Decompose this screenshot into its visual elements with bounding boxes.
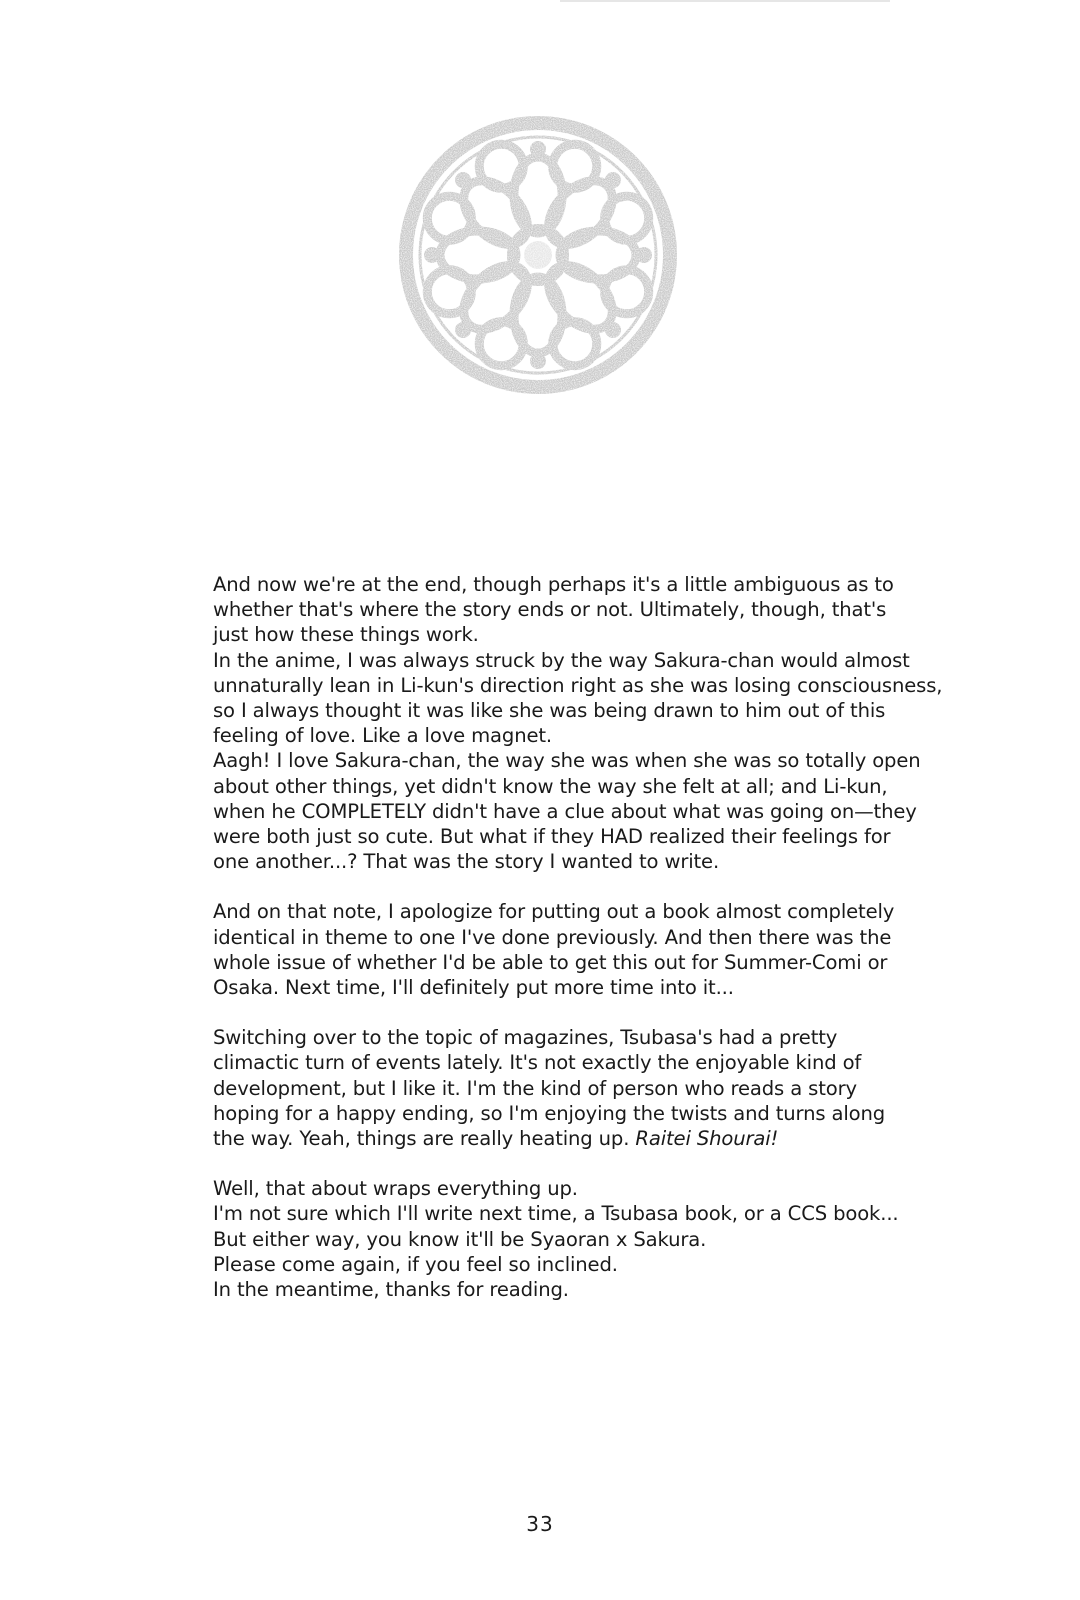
text-line: In the meantime, thanks for reading.: [213, 1278, 569, 1302]
text-line: I'm not sure which I'll write next time, a Tsubasa book, or a CCS book...: [213, 1202, 899, 1226]
afterword-text: [213, 572, 948, 1302]
text-line: feeling of love. Like a love magnet.: [213, 724, 552, 748]
text-line: Switching over to the topic of magazines, Tsubasa's had a pretty: [213, 1026, 838, 1050]
text-line: whether that's where the story ends or not. Ultimately, though, that's: [213, 598, 887, 622]
text-line: Well, that about wraps everything up.: [213, 1177, 578, 1201]
text-line-prefix: the way. Yeah, things are really heating up.: [213, 1127, 636, 1151]
page-number: 33: [526, 1512, 554, 1536]
text-line: In the anime, I was always struck by the way Sakura-chan would almost: [213, 648, 910, 672]
paragraph: [213, 899, 948, 1000]
text-line: identical in theme to one I've done previously. And then there was the: [213, 925, 892, 949]
text-line: But either way, you know it'll be Syaoran x Sakura.: [213, 1227, 707, 1251]
text-line: And now we're at the end, though perhaps it's a little ambiguous as to: [213, 573, 894, 596]
text-line: Aagh! I love Sakura-chan, the way she was when she was so totally open: [213, 749, 921, 773]
emphasized-phrase: Raitei Shourai!: [635, 1127, 779, 1151]
text-line: one another...? That was the story I wanted to write.: [213, 850, 720, 874]
text-line: And on that note, I apologize for putting out a book almost completely: [213, 900, 895, 924]
text-line: whole issue of whether I'd be able to get this out for Summer-Comi or: [213, 950, 888, 974]
flower-medallion-icon: [398, 115, 678, 395]
paragraph: [213, 1025, 948, 1151]
top-edge-rule: [560, 0, 890, 2]
text-line: [213, 1126, 948, 1151]
text-line: Please come again, if you feel so inclined.: [213, 1252, 618, 1276]
text-line: just how these things work.: [213, 623, 479, 647]
paragraph: [213, 1176, 948, 1302]
text-line: Osaka. Next time, I'll definitely put more time into it...: [213, 976, 734, 1000]
text-line: climactic turn of events lately. It's not exactly the enjoyable kind of: [213, 1051, 862, 1075]
text-line: so I always thought it was like she was being drawn to him out of this: [213, 699, 886, 723]
text-line: were both just so cute. But what if they HAD realized their feelings for: [213, 825, 891, 849]
text-line: hoping for a happy ending, so I'm enjoying the twists and turns along: [213, 1101, 886, 1125]
text-line: development, but I like it. I'm the kind of person who reads a story: [213, 1076, 857, 1100]
text-line: unnaturally lean in Li-kun's direction right as she was losing consciousness,: [213, 673, 943, 697]
paragraph: [213, 572, 948, 874]
text-line: about other things, yet didn't know the way she felt at all; and Li-kun,: [213, 774, 888, 798]
text-line: when he COMPLETELY didn't have a clue about what was going on—they: [213, 799, 917, 823]
